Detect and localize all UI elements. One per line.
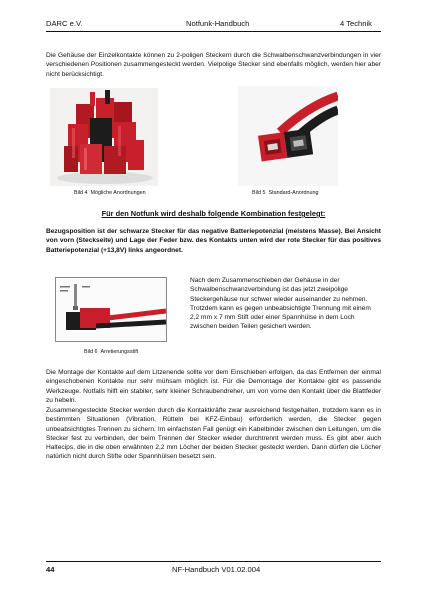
header-title: Notfunk-Handbuch	[186, 19, 250, 28]
page-number: 44	[46, 565, 55, 574]
definition-paragraph: Bezugsposition ist der schwarze Stecker für das negative Batteriepotenzial (meistens Masse). Bei Ansicht von vorn (Steckseite) und Lage der Feder bzw. des Kontakts unten wird der rote Stecker für das positives Batteriepotenzial (+13,8V) links angeordnet.	[46, 228, 381, 254]
figure-4-caption: Mögliche Anordnungen	[90, 190, 146, 196]
figure-6-number: Bild 6	[84, 349, 98, 355]
side-paragraph: Nach dem Zusammenschieben der Gehäuse in der Schwalbenschwanzverbindung ist das jetzt zweipolige Steckergehäuse nur schwer wieder auseinander zu nehmen. Trotzdem kann es gegen unbeabsichtigte Trennung mit einem 2,2 mm x 7 mm Stift oder einer Spannhülse in dem Loch zwischen beiden Teilen gesichert werden.	[190, 277, 371, 331]
footer-title: NF-Handbuch V01.02.004	[172, 565, 261, 574]
header-org: DARC e.V.	[46, 19, 83, 28]
header-chapter: 4 Technik	[340, 19, 372, 28]
intro-paragraph: Die Gehäuse der Einzelkontakte können zu 2-poligen Steckern durch die Schwalbenschwanzverbindungen in vier verschiedenen Positionen zusammengesteckt werden. Vielpolige Stecker sind ebenfalls möglich, werden hier aber nicht berücksichtigt.	[46, 52, 381, 78]
securing-paragraph: Zusammengesteckte Stecker werden durch die Kontaktkräfte zwar ausreichend festgehalten, trotzdem kann es in bestimmten Situationen (Vibration, Rütteln bei KFZ-Einbau) erforderlich werden, die Stecker gegen unbeabsichtigtes Trennen zu sichern. Im einfachsten Fall genügt ein Kabelbinder zwischen den Leitungen, um die Stecker fest zu verbinden, der beim Trennen der Stecker wieder durchtrennt werden muss. Es gibt aber auch Haltecips, die in die oben erwähnten 2,2 mm Löcher der beiden Stecker gesteckt werden. Dann dürfen die Löcher natürlich nicht durch Stifte oder Spannhülsen besetzt sein.	[46, 407, 381, 461]
figure-6-caption: Arretierungsstift	[100, 349, 139, 355]
assembly-paragraph: Die Montage der Kontakte auf dem Litzenende sollte vor dem Einschieben erfolgen, da das Entfernen der einmal eingeschobenen Kontakte nur sehr mühsam möglich ist. Für die Demontage der Kontakte gibt es passende Werkzeuge. Notfalls hilft ein stabiler, sehr kleiner Schraubendreher, um von vorne den Kontakt über die Blattfeder zu hebeln.	[46, 369, 381, 404]
header-rule	[46, 31, 381, 32]
figure-5-image	[238, 86, 338, 186]
section-heading: Für den Notfunk wird deshalb folgende Kombination festgelegt:	[101, 209, 326, 218]
figure-4-image	[50, 88, 158, 186]
figure-4-number: Bild 4	[74, 190, 88, 196]
figure-5-caption: Standard-Anordnung	[268, 190, 319, 196]
figure-5-number: Bild 5	[252, 190, 266, 196]
footer-rule	[46, 561, 381, 562]
figure-6-image	[55, 277, 167, 342]
